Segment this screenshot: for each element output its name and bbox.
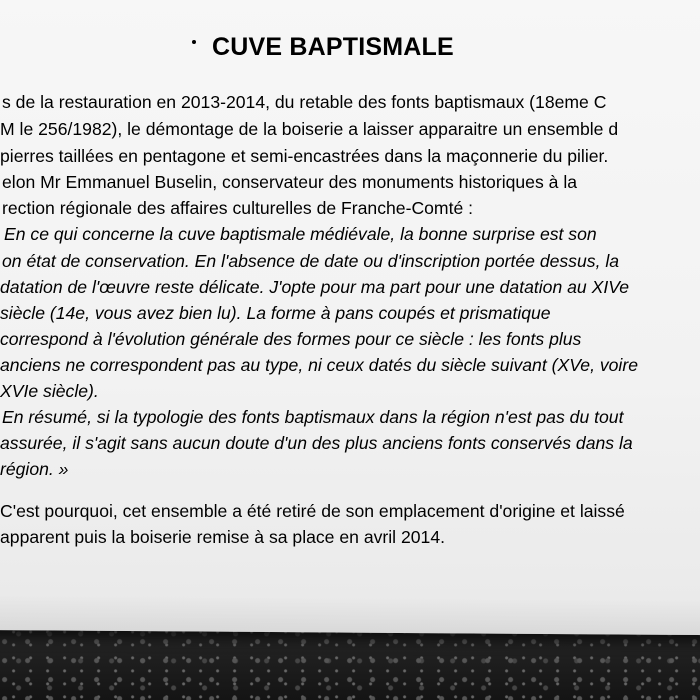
quote-line: assurée, il s'agit sans aucun doute d'un des plus anciens fonts conservés dans la (0, 433, 633, 453)
text-line: apparent puis la boiserie remise à sa place en avril 2014. (0, 527, 445, 547)
text-line: s de la restauration en 2013-2014, du retable des fonts baptismaux (18eme C (2, 92, 607, 112)
text-line: elon Mr Emmanuel Buselin, conservateur des monuments historiques à la (2, 172, 578, 192)
quote-line: on état de conservation. En l'absence de date ou d'inscription portée dessus, la (2, 251, 620, 271)
text-line: pierres taillées en pentagone et semi-encastrées dans la maçonnerie du pilier. (0, 146, 609, 166)
quote-line: anciens ne correspondent pas au type, ni ceux datés du siècle suivant (XVe, voire (0, 355, 638, 375)
quote-line: datation de l'œuvre reste délicate. J'opte pour ma part pour une datation au XIVe (0, 277, 630, 297)
page-title: CUVE BAPTISMALE (212, 33, 454, 61)
text-line: rection régionale des affaires culturelles de Franche-Comté : (2, 198, 474, 218)
paper-edge-shadow (0, 594, 700, 635)
quote-line: En ce qui concerne la cuve baptismale médiévale, la bonne surprise est son (4, 224, 597, 244)
quote-line: XVIe siècle). (0, 381, 99, 401)
quote-line: siècle (14e, vous avez bien lu). La forme à pans coupés et prismatique (0, 303, 551, 323)
quote-line: correspond à l'évolution générale des formes pour ce siècle : les fonts plus (0, 329, 582, 349)
bullet-dot (192, 40, 196, 44)
text-line: C'est pourquoi, cet ensemble a été retiré de son emplacement d'origine et laissé (0, 501, 625, 521)
quote-line: région. » (0, 459, 69, 479)
quote-line: En résumé, si la typologie des fonts baptismaux dans la région n'est pas du tout (2, 407, 624, 427)
text-line: M le 256/1982), le démontage de la boiserie a laisser apparaitre un ensemble d (0, 119, 619, 139)
